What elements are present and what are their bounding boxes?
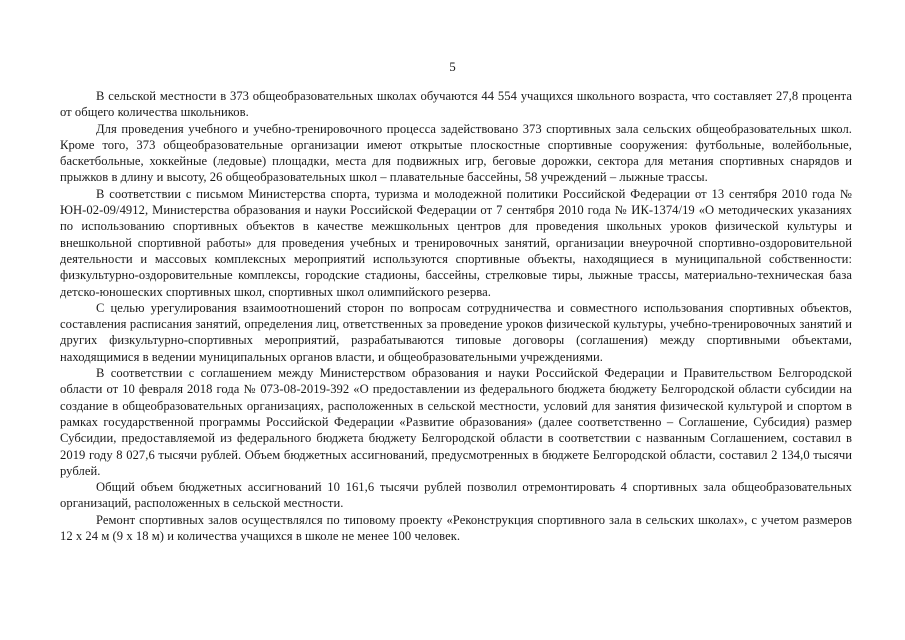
document-body bbox=[60, 88, 852, 544]
paragraph-cooperation-agreements: С целью урегулирования взаимоотношений сторон по вопросам сотрудничества и совместного использования спортивных объектов, составления расписания занятий, определения лиц, ответственных за проведение уроков физической культуры, учебно-тренировочных занятий и других физкультурно-спортивных мероприятий, разрабатываются типовые договоры (соглашения) между спортивными объектами, находящимися в ведении муниципальных органов власти, и общеобразовательными учреждениями. bbox=[60, 300, 852, 364]
page-number: 5 bbox=[449, 59, 456, 74]
paragraph-ministry-letter: В соответствии с письмом Министерства спорта, туризма и молодежной политики Российской Федерации от 13 сентября 2010 года № ЮН-02-09/4912, Министерства образования и науки Российской Федерации от 7 сентября 2010 года № ИК-1374/19 «О методических указаниях по использованию спортивных объектов в качестве межшкольных центров для проведения школьных уроков физической культуры и внешкольной спортивной работы» для проведения учебных и тренировочных занятий, организации внеурочной спортивно-оздоровительной деятельности и массовых комплексных мероприятий используются спортивные объекты, находящиеся в муниципальной собственности: физкультурно-оздоровительные комплексы, городские стадионы, бассейны, стрелковые тиры, лыжные трассы, материально-техническая база детско-юношеских спортивных школ, спортивных школ олимпийского резерва. bbox=[60, 186, 852, 299]
paragraph-sports-halls: Для проведения учебного и учебно-тренировочного процесса задействовано 373 спортивных зала сельских общеобразовательных школ. Кроме того, 373 общеобразовательные организации имеют открытые плоскостные спортивные сооружения: футбольные, волейбольные, баскетбольные, хоккейные (ледовые) площадки, места для подвижных игр, беговые дорожки, сектора для метания спортивных снарядов и прыжков в длину и высоту, 26 общеобразовательных школ – плавательные бассейны, 58 учреждений – лыжные трассы. bbox=[60, 121, 852, 185]
paragraph-rural-schools: В сельской местности в 373 общеобразовательных школах обучаются 44 554 учащихся школьного возраста, что составляет 27,8 процента от общего количества школьников. bbox=[60, 89, 852, 120]
paragraph-total-budget: Общий объем бюджетных ассигнований 10 161,6 тысячи рублей позволил отремонтировать 4 спортивных зала общеобразовательных организаций, расположенных в сельской местности. bbox=[60, 480, 852, 511]
paragraph-federal-subsidy: В соответствии с соглашением между Министерством образования и науки Российской Федерации и Правительством Белгородской области от 10 февраля 2018 года № 073-08-2019-392 «О предоставлении из федерального бюджета бюджету Белгородской области субсидии на создание в общеобразовательных организациях, расположенных в сельской местности, условий для занятия физической культурой и спортом в рамках государственной программы Российской Федерации «Развитие образования» (далее соответственно – Соглашение, Субсидия) размер Субсидии, предоставляемой из федерального бюджета бюджету Белгородской области в соответствии с названным Соглашением, составил в 2019 году 8 027,6 тысячи рублей. Объем бюджетных ассигнований, предусмотренных в бюджете Белгородской области, составил 2 134,0 тысячи рублей. bbox=[60, 366, 852, 478]
paragraph-renovation-project: Ремонт спортивных залов осуществлялся по типовому проекту «Реконструкция спортивного зала в сельских школах», с учетом размеров 12 х 24 м (9 х 18 м) и количества учащихся в школе не менее 100 человек. bbox=[60, 512, 852, 544]
